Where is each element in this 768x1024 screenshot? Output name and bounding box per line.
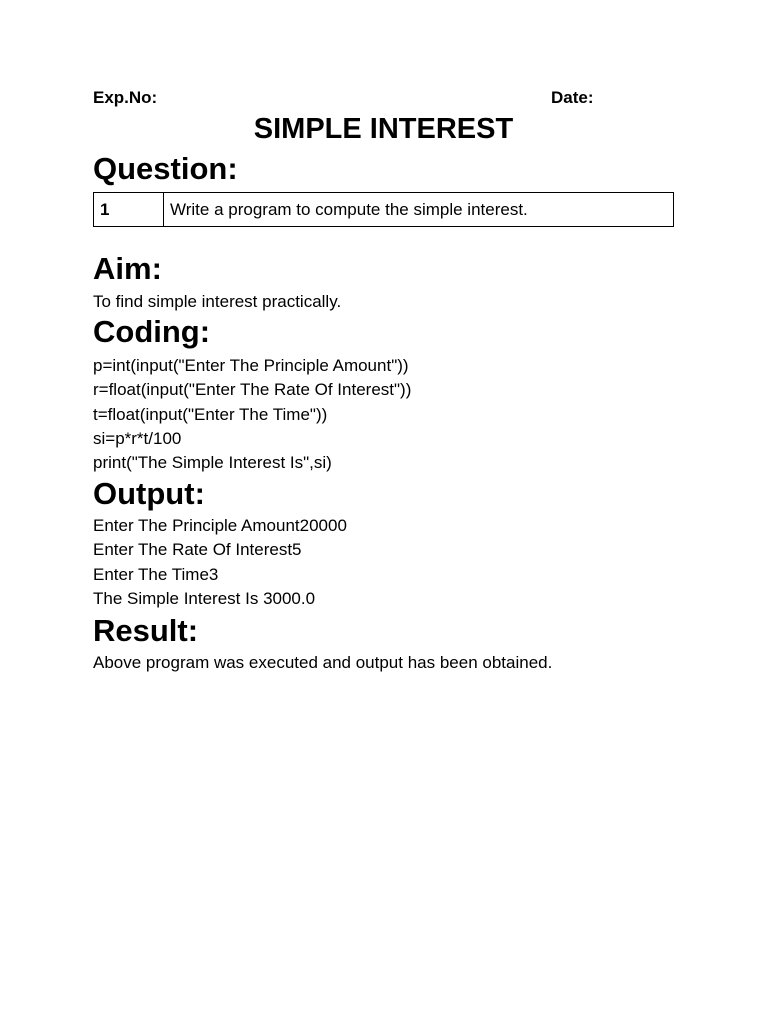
output-heading: Output: [93,476,205,511]
coding-heading: Coding: [93,314,211,349]
document-title: SIMPLE INTEREST [253,113,514,145]
code-line: si=p*r*t/100 [93,428,182,448]
output-line: Enter The Principle Amount20000 [93,516,347,535]
result-text: Above program was executed and output has been obtained. [93,653,553,672]
question-table [93,192,674,227]
header-row [93,88,693,110]
code-line: p=int(input("Enter The Principle Amount")) [93,356,409,375]
question-heading: Question: [93,151,238,186]
output-block [93,514,347,611]
aim-text: To find simple interest practically. [93,292,342,311]
code-line: print("The Simple Interest Is",si) [93,453,332,473]
output-line: Enter The Time3 [93,564,219,584]
output-line: Enter The Rate Of Interest5 [93,540,302,560]
question-row [94,193,674,227]
code-line: t=float(input("Enter The Time")) [93,404,328,424]
code-block [93,354,411,475]
aim-heading: Aim: [93,251,162,286]
date-label: Date: [551,88,594,107]
result-heading: Result: [93,613,199,648]
question-text: Write a program to compute the simple interest. [164,193,674,227]
exp-no-label: Exp.No: [93,88,158,107]
code-line: r=float(input("Enter The Rate Of Interest")) [93,380,412,400]
output-line: The Simple Interest Is 3000.0 [93,588,316,608]
question-number: 1 [94,193,164,227]
